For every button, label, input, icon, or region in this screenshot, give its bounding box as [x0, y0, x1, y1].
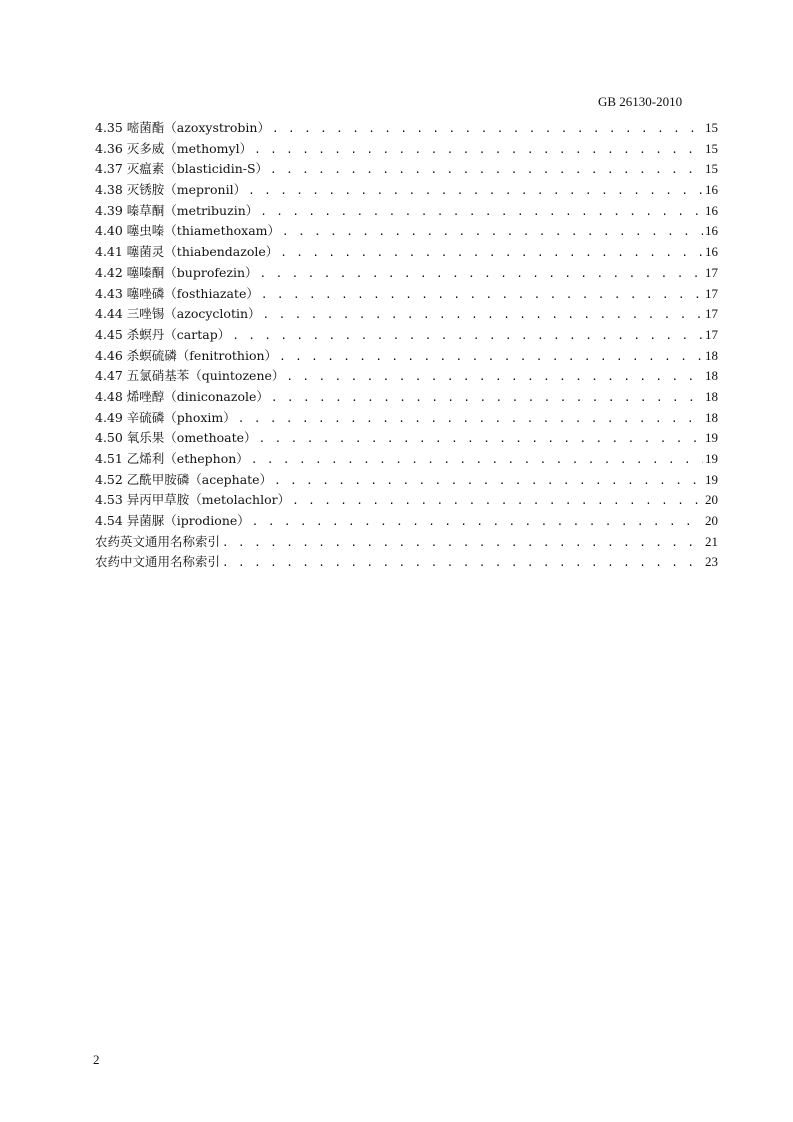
toc-entry-label: 4.41 噻菌灵（thiabendazole） [95, 244, 279, 260]
dot-leader [272, 119, 703, 140]
toc-entry[interactable] [95, 180, 718, 201]
toc-entry-label: 农药中文通用名称索引 [95, 554, 221, 570]
toc-entry-label: 4.54 异菌脲（iprodione） [95, 513, 250, 529]
dot-leader [280, 243, 703, 264]
toc-entry-label: 4.43 噻唑磷（fosthiazate） [95, 285, 259, 301]
toc-entry-label: 4.40 噻虫嗪（thiamethoxam） [95, 223, 281, 239]
toc-entry-page: 20 [705, 513, 718, 529]
toc-entry-page: 17 [705, 264, 718, 280]
dot-leader [261, 285, 703, 306]
toc-entry-label: 4.46 杀螟硫磷（fenitrothion） [95, 347, 278, 363]
toc-entry-label: 4.39 嗪草酮（metribuzin） [95, 202, 259, 218]
toc-entry-label: 4.44 三唑锡（azocyclotin） [95, 306, 261, 322]
toc-entry-label: 4.53 异丙甲草胺（metolachlor） [95, 492, 291, 508]
toc-entry-label: 4.38 灭锈胺（mepronil） [95, 182, 247, 198]
toc-entry[interactable] [95, 366, 718, 387]
toc-entry-label: 4.45 杀螟丹（cartap） [95, 326, 231, 342]
toc-entry-page: 20 [705, 492, 718, 508]
dot-leader [270, 160, 703, 181]
toc-entry[interactable] [95, 284, 718, 305]
dot-leader [263, 305, 703, 326]
dot-leader [286, 367, 703, 388]
toc-entry-label: 4.48 烯唑醇（diniconazole） [95, 388, 269, 404]
toc-entry-page: 16 [705, 223, 718, 239]
dot-leader [260, 202, 703, 223]
toc-entry[interactable] [95, 201, 718, 222]
dot-leader [254, 140, 703, 161]
toc-entry[interactable] [95, 325, 718, 346]
dot-leader [238, 409, 703, 430]
toc-entry-page: 19 [705, 430, 718, 446]
toc-entry-page: 16 [705, 202, 718, 218]
dot-leader [271, 388, 703, 409]
table-of-contents [95, 118, 718, 573]
toc-entry-page: 15 [705, 140, 718, 156]
toc-entry[interactable] [95, 552, 718, 573]
standard-number: GB 26130-2010 [598, 94, 683, 109]
toc-entry-page: 16 [705, 244, 718, 260]
toc-entry[interactable] [95, 532, 718, 553]
toc-entry-label: 4.47 五氯硝基苯（quintozene） [95, 368, 285, 384]
toc-entry[interactable] [95, 346, 718, 367]
toc-entry[interactable] [95, 159, 718, 180]
dot-leader [279, 347, 703, 368]
dot-leader [222, 553, 703, 574]
toc-entry-label: 4.42 噻嗪酮（buprofezin） [95, 264, 258, 280]
dot-leader [259, 429, 703, 450]
toc-entry-page: 16 [705, 182, 718, 198]
toc-entry-label: 农药英文通用名称索引 [95, 533, 221, 549]
toc-entry[interactable] [95, 449, 718, 470]
toc-entry[interactable] [95, 470, 718, 491]
dot-leader [252, 512, 703, 533]
toc-entry-label: 4.51 乙烯利（ethephon） [95, 451, 249, 466]
toc-entry[interactable] [95, 221, 718, 242]
toc-entry[interactable] [95, 490, 718, 511]
dot-leader [248, 181, 703, 202]
toc-entry-page: 19 [705, 451, 718, 466]
toc-entry[interactable] [95, 118, 718, 139]
toc-entry[interactable] [95, 263, 718, 284]
dot-leader [282, 222, 703, 243]
toc-entry-label: 4.37 灭瘟素（blasticidin-S） [95, 161, 269, 177]
toc-entry-page: 21 [705, 533, 718, 549]
toc-entry-page: 15 [705, 161, 718, 177]
toc-entry-page: 18 [705, 409, 718, 425]
dot-leader [260, 264, 703, 285]
toc-entry-label: 4.36 灭多威（methomyl） [95, 140, 253, 156]
toc-entry[interactable] [95, 139, 718, 160]
toc-entry-page: 19 [705, 471, 718, 487]
dot-leader [292, 491, 703, 512]
toc-entry[interactable] [95, 387, 718, 408]
dot-leader [251, 450, 703, 471]
toc-entry-label: 4.52 乙酰甲胺磷（acephate） [95, 471, 273, 487]
dot-leader [222, 533, 703, 554]
toc-entry[interactable] [95, 511, 718, 532]
toc-entry-page: 17 [705, 326, 718, 342]
toc-entry-page: 17 [705, 285, 718, 301]
toc-entry-page: 17 [705, 306, 718, 322]
page-number: 2 [93, 1052, 100, 1067]
toc-entry[interactable] [95, 428, 718, 449]
toc-entry[interactable] [95, 408, 718, 429]
toc-entry-label: 4.50 氧乐果（omethoate） [95, 430, 257, 446]
toc-entry-page: 18 [705, 347, 718, 363]
toc-entry[interactable] [95, 242, 718, 263]
toc-entry-label: 4.49 辛硫磷（phoxim） [95, 409, 236, 425]
toc-entry[interactable] [95, 304, 718, 325]
toc-entry-page: 18 [705, 388, 718, 404]
toc-entry-label: 4.35 嘧菌酯（azoxystrobin） [95, 120, 270, 135]
dot-leader [274, 471, 703, 492]
toc-entry-page: 18 [705, 368, 718, 384]
dot-leader [232, 326, 703, 347]
toc-entry-page: 23 [705, 554, 718, 570]
toc-entry-page: 15 [705, 120, 718, 135]
